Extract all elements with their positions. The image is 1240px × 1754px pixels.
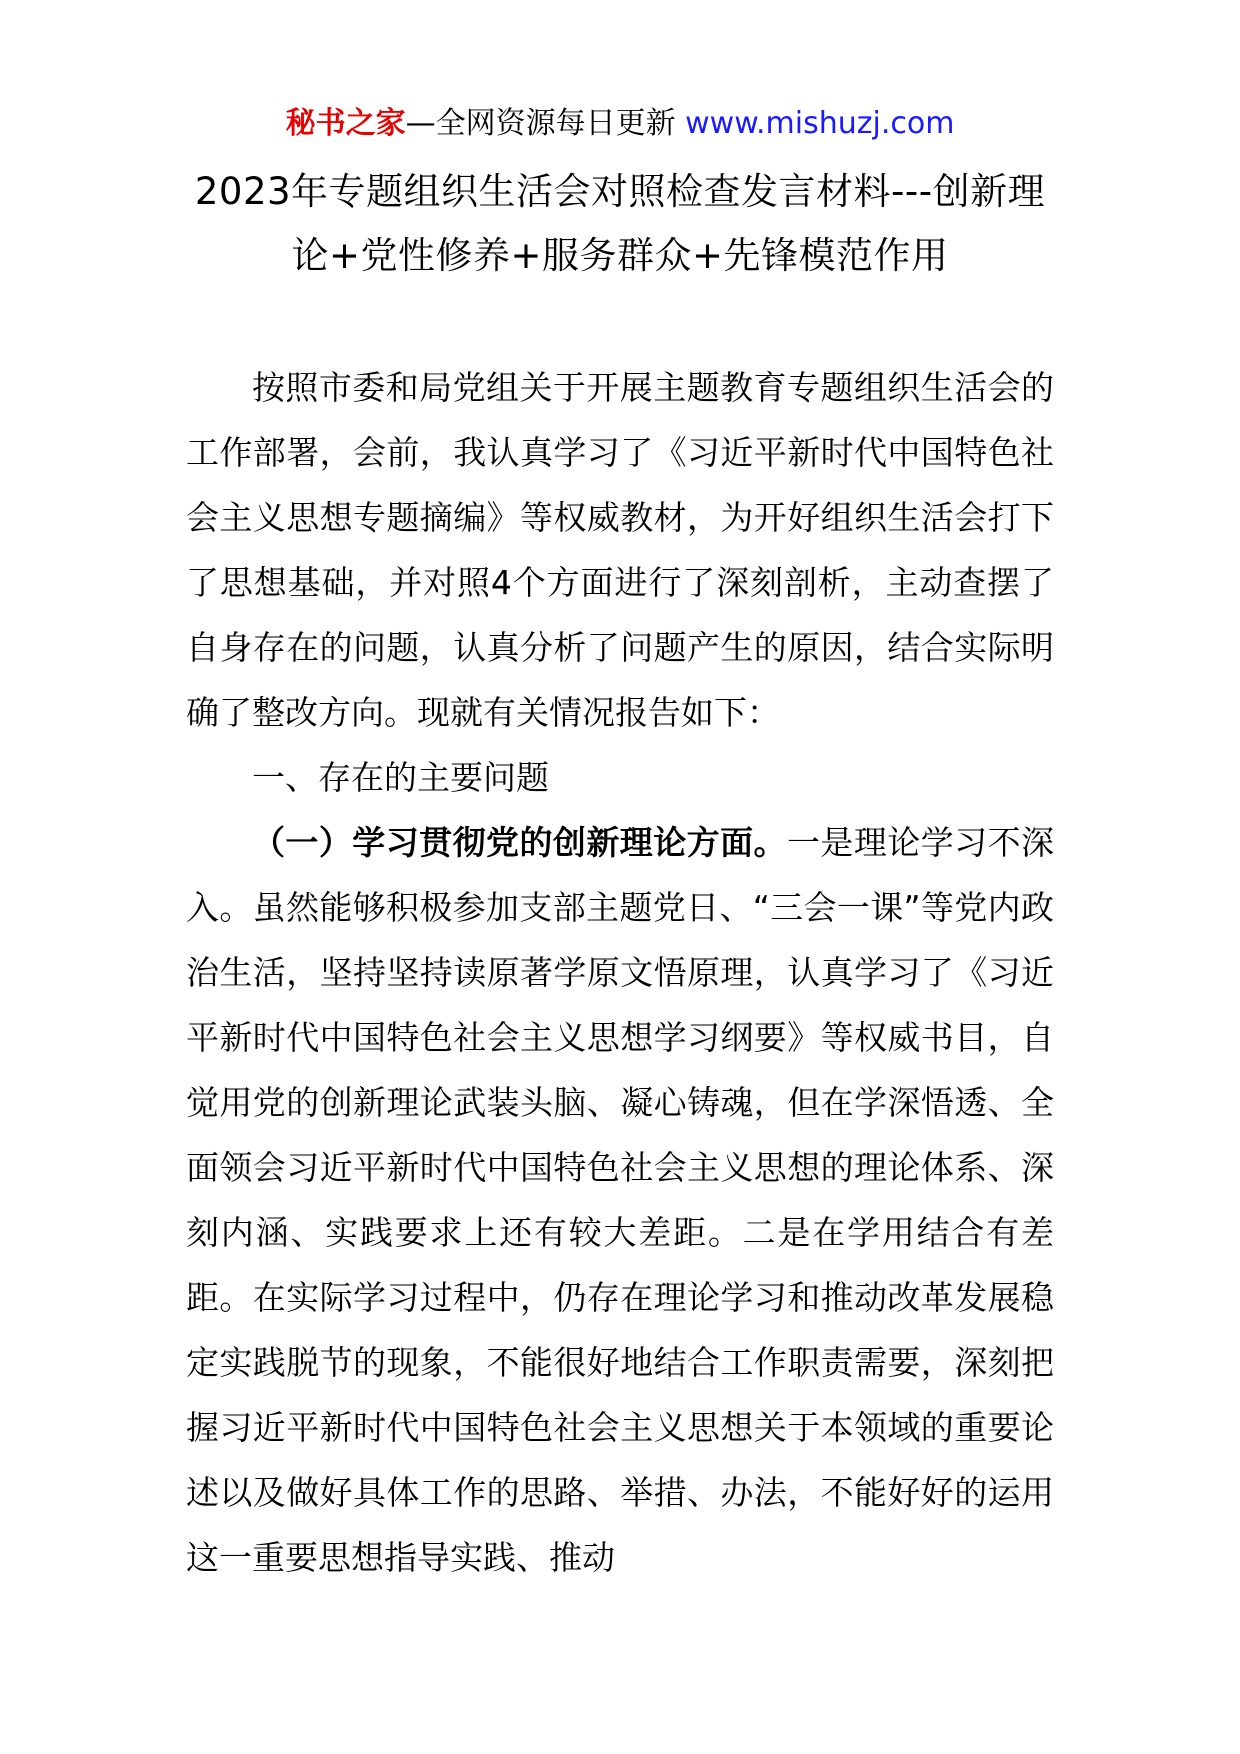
subsection-text: 一是理论学习不深入。虽然能够积极参加支部主题党日、“三会一课”等党内政治生活，坚持坚持读原著学原文悟原理，认真学习了《习近平新时代中国特色社会主义思想学习纲要》等权威书目，自觉用党的创新理论武装头脑、凝心铸魂，但在学深悟透、全面领会习近平新时代中国特色社会主义思想的理论体系、深刻内涵、实践要求上还有较大差距。二是在学用结合有差距。在实际学习过程中，仍存在理论学习和推动改革发展稳定实践脱节的现象，不能很好地结合工作职责需要，深刻把握习近平新时代中国特色社会主义思想关于本领域的重要论述以及做好具体工作的思路、举措、办法，不能好好的运用这一重要思想指导实践、推动: [186, 823, 1055, 1577]
document-body: [186, 355, 1054, 1590]
document-title: 2023年专题组织生活会对照检查发言材料---创新理论+党性修养+服务群众+先锋模范作用: [194, 170, 1046, 277]
site-header: [0, 100, 1240, 148]
intro-paragraph: 按照市委和局党组关于开展主题教育专题组织生活会的工作部署，会前，我认真学习了《习近平新时代中国特色社会主义思想专题摘编》等权威教材，为开好组织生活会打下了思想基础，并对照4个方面进行了深刻剖析，主动查摆了自身存在的问题，认真分析了问题产生的原因，结合实际明确了整改方向。现就有关情况报告如下：: [186, 368, 1054, 732]
site-url[interactable]: www.mishuzj.com: [685, 106, 955, 141]
site-tagline: —全网资源每日更新: [405, 106, 686, 141]
site-brand: 秘书之家: [285, 106, 406, 141]
section-heading: 一、存在的主要问题: [252, 758, 549, 797]
problem-paragraph: [186, 810, 1054, 1590]
subsection-heading: （一）学习贯彻党的创新理论方面。: [252, 823, 787, 862]
